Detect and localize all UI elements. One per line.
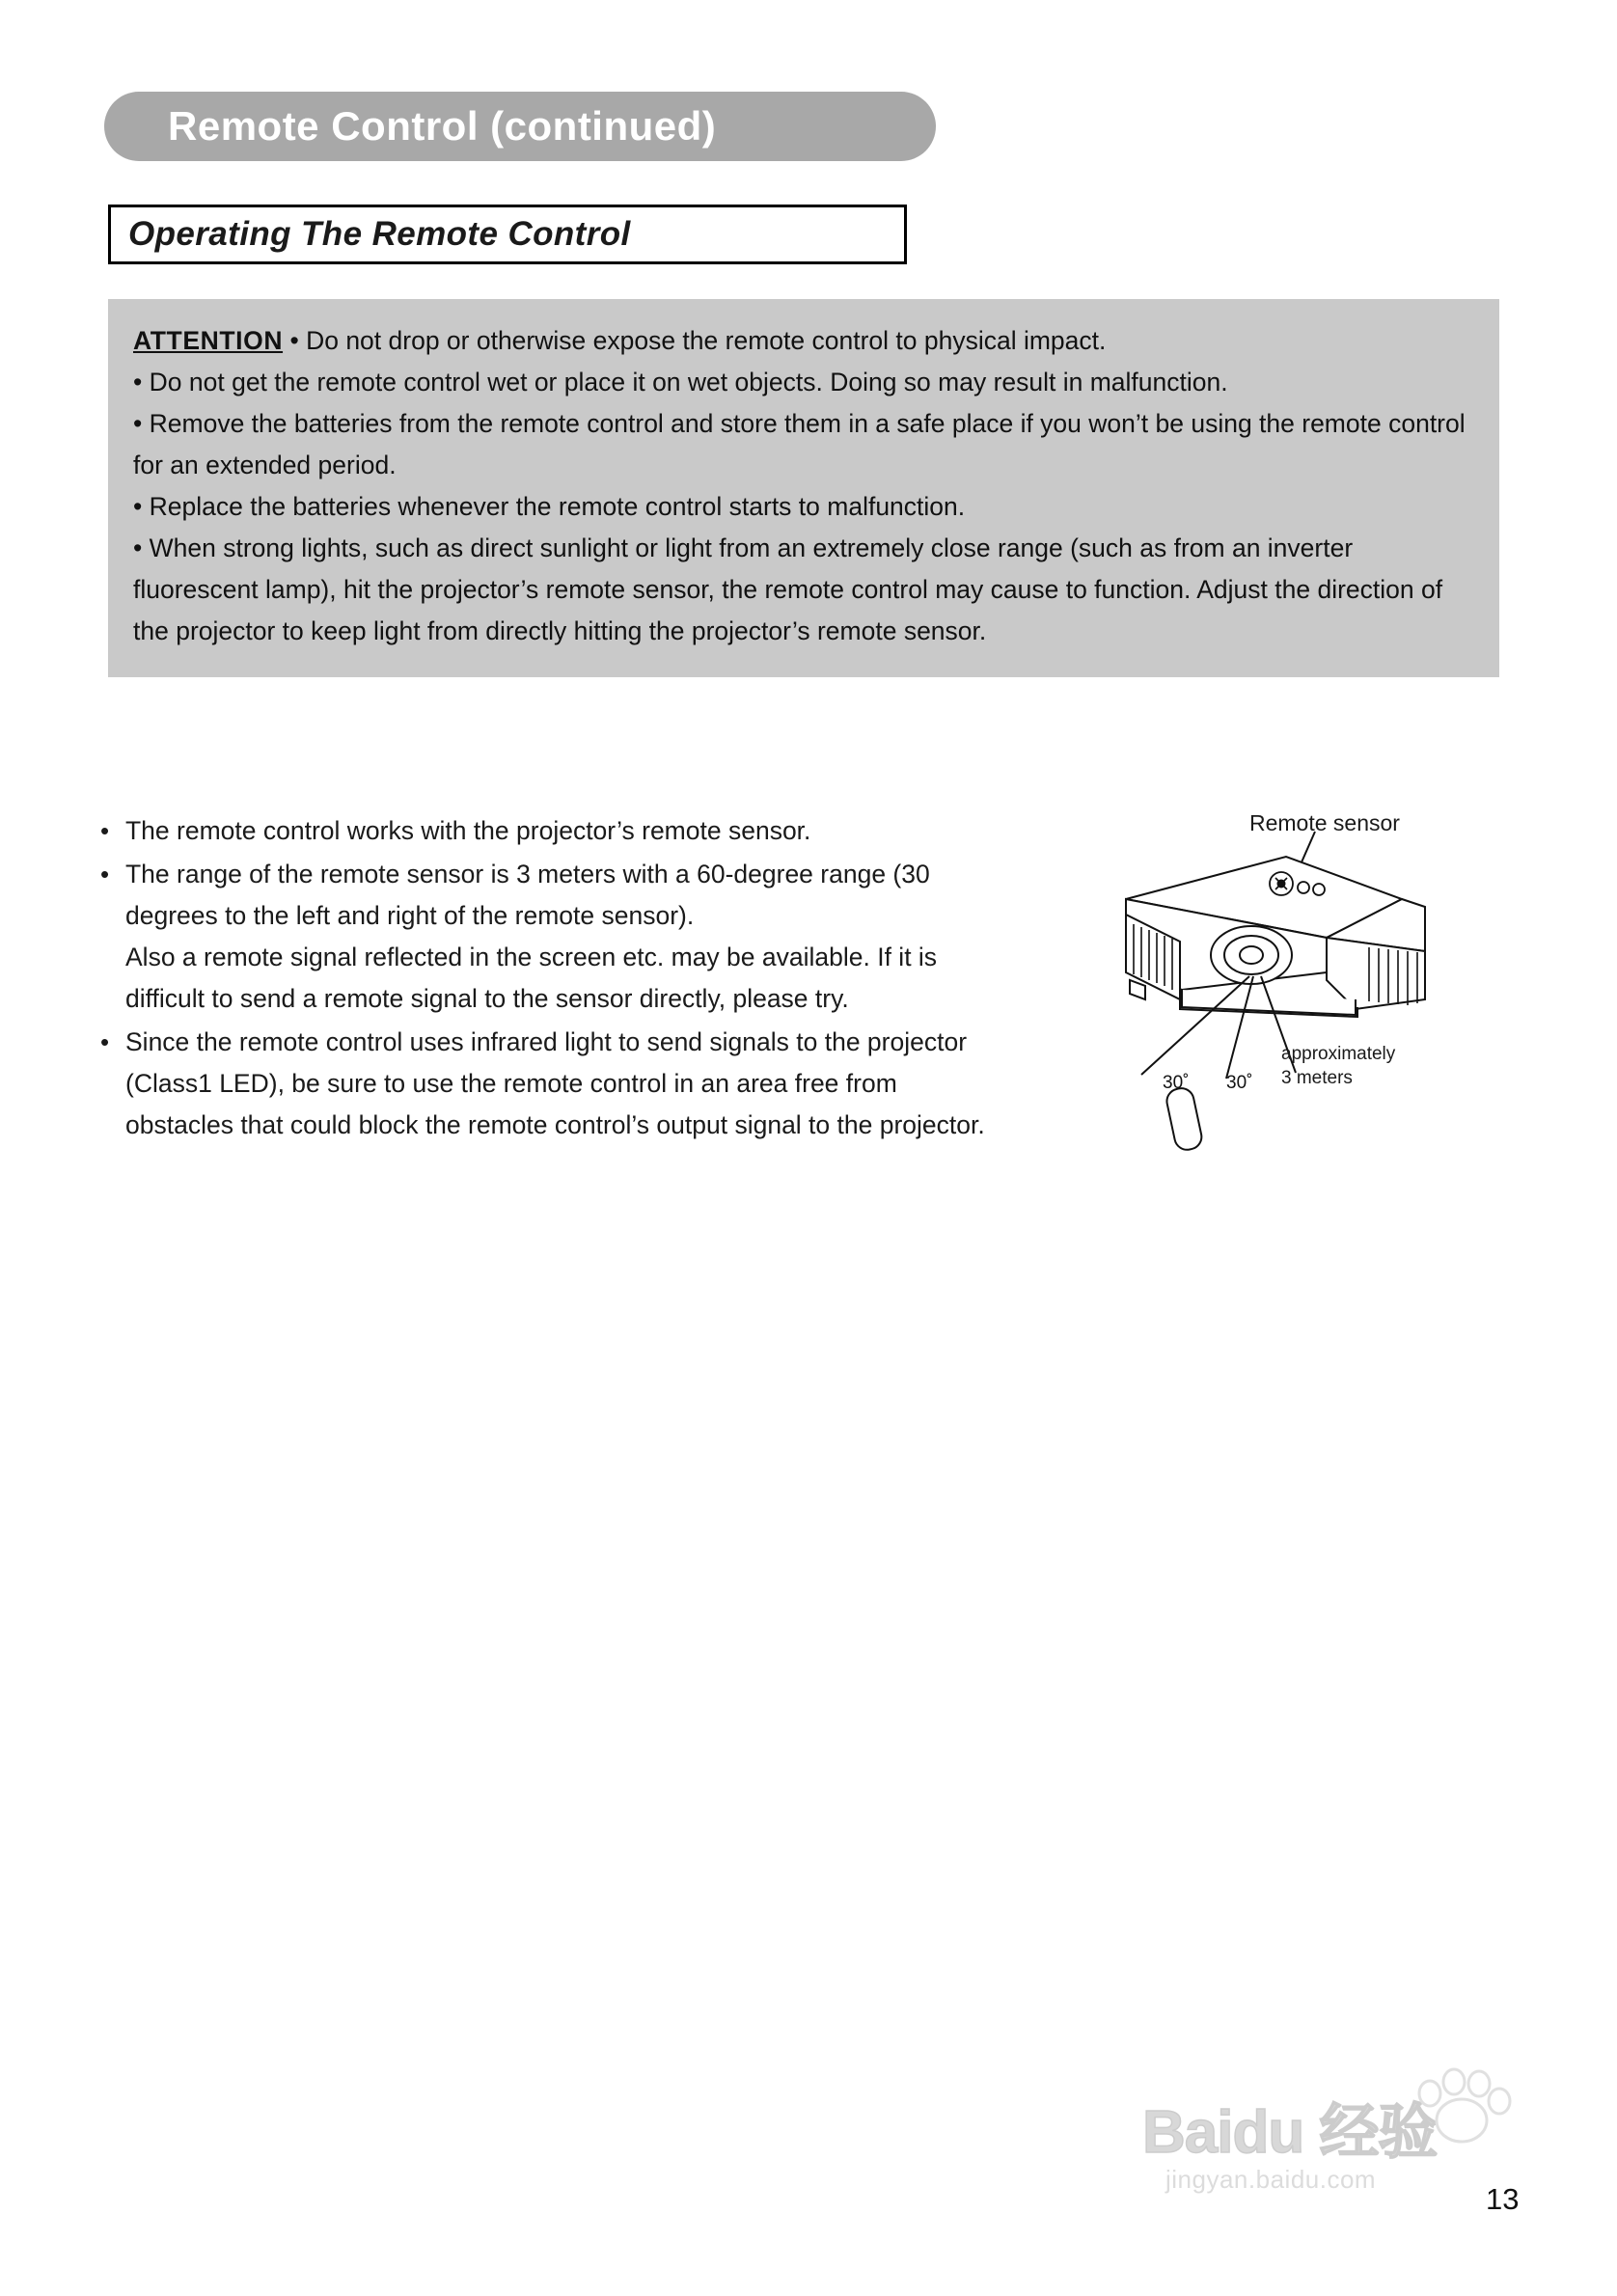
attention-text-1: • Do not drop or otherwise expose the remote control to physical impact. — [289, 326, 1107, 355]
page-title: Remote Control (continued) — [168, 103, 717, 149]
attention-paragraph-1 — [133, 320, 1474, 362]
watermark-brand: Baidu 经验 — [1142, 2099, 1438, 2166]
bullet-marker: • — [100, 816, 110, 845]
figure-distance-line1: approximately — [1281, 1044, 1396, 1064]
attention-label: ATTENTION — [133, 326, 284, 355]
projector-remote-sensor-figure — [1037, 810, 1510, 1293]
watermark-url: jingyan.baidu.com — [1165, 2165, 1377, 2194]
paw-print-icon — [1409, 2064, 1515, 2151]
bullet-marker: • — [100, 860, 110, 888]
list-item — [100, 1022, 988, 1146]
page-number: 13 — [1486, 2182, 1520, 2216]
list-item-continuation-2: Also a remote signal reflected in the screen etc. may be available. If it is difficult to send a remote signal to the sensor directly, please try. — [125, 943, 938, 1013]
list-item-text-3: Since the remote control uses infrared light to send signals to the projector (Class1 LED), be sure to use the remote control in an area free from obstacles that could block the remote control’s output signal to the projector. — [125, 1027, 985, 1139]
bullet-marker: • — [100, 1027, 110, 1056]
figure-angle-left: 30˚ — [1163, 1073, 1190, 1093]
list-item — [100, 810, 988, 852]
figure-label-distance — [1281, 1042, 1395, 1090]
attention-paragraph-4: • Replace the batteries whenever the remote control starts to malfunction. — [133, 492, 966, 521]
list-item-text-1: The remote control works with the projector’s remote sensor. — [125, 816, 811, 845]
body-bullet-list — [100, 810, 988, 1148]
projector-illustration — [1037, 810, 1510, 1293]
section-heading-box — [108, 205, 907, 264]
list-item-main-2: The range of the remote sensor is 3 meters with a 60-degree range (30 degrees to the left and right of the remote sensor). — [125, 860, 930, 930]
figure-distance-line2: 3 meters — [1281, 1068, 1353, 1088]
attention-paragraph-3: • Remove the batteries from the remote control and store them in a safe place if you won’t be using the remote control for an extended period. — [133, 409, 1466, 479]
section-heading: Operating The Remote Control — [128, 215, 631, 253]
attention-notice — [108, 299, 1499, 677]
attention-paragraph-5: • When strong lights, such as direct sunlight or light from an extremely close range (such as from an inverter fluorescent lamp), hit the projector’s remote sensor, the remote control may cause to function. Adjust the direction of the projector to keep light from directly hitting the projector’s remote sensor. — [133, 533, 1443, 645]
page-title-banner — [104, 92, 936, 161]
list-item — [100, 854, 988, 1020]
watermark — [1119, 2064, 1505, 2228]
list-item-text-2 — [125, 854, 988, 1020]
figure-label-remote-sensor: Remote sensor — [1249, 810, 1400, 835]
figure-angle-right: 30˚ — [1226, 1073, 1253, 1093]
attention-paragraph-2: • Do not get the remote control wet or place it on wet objects. Doing so may result in malfunction. — [133, 368, 1228, 396]
